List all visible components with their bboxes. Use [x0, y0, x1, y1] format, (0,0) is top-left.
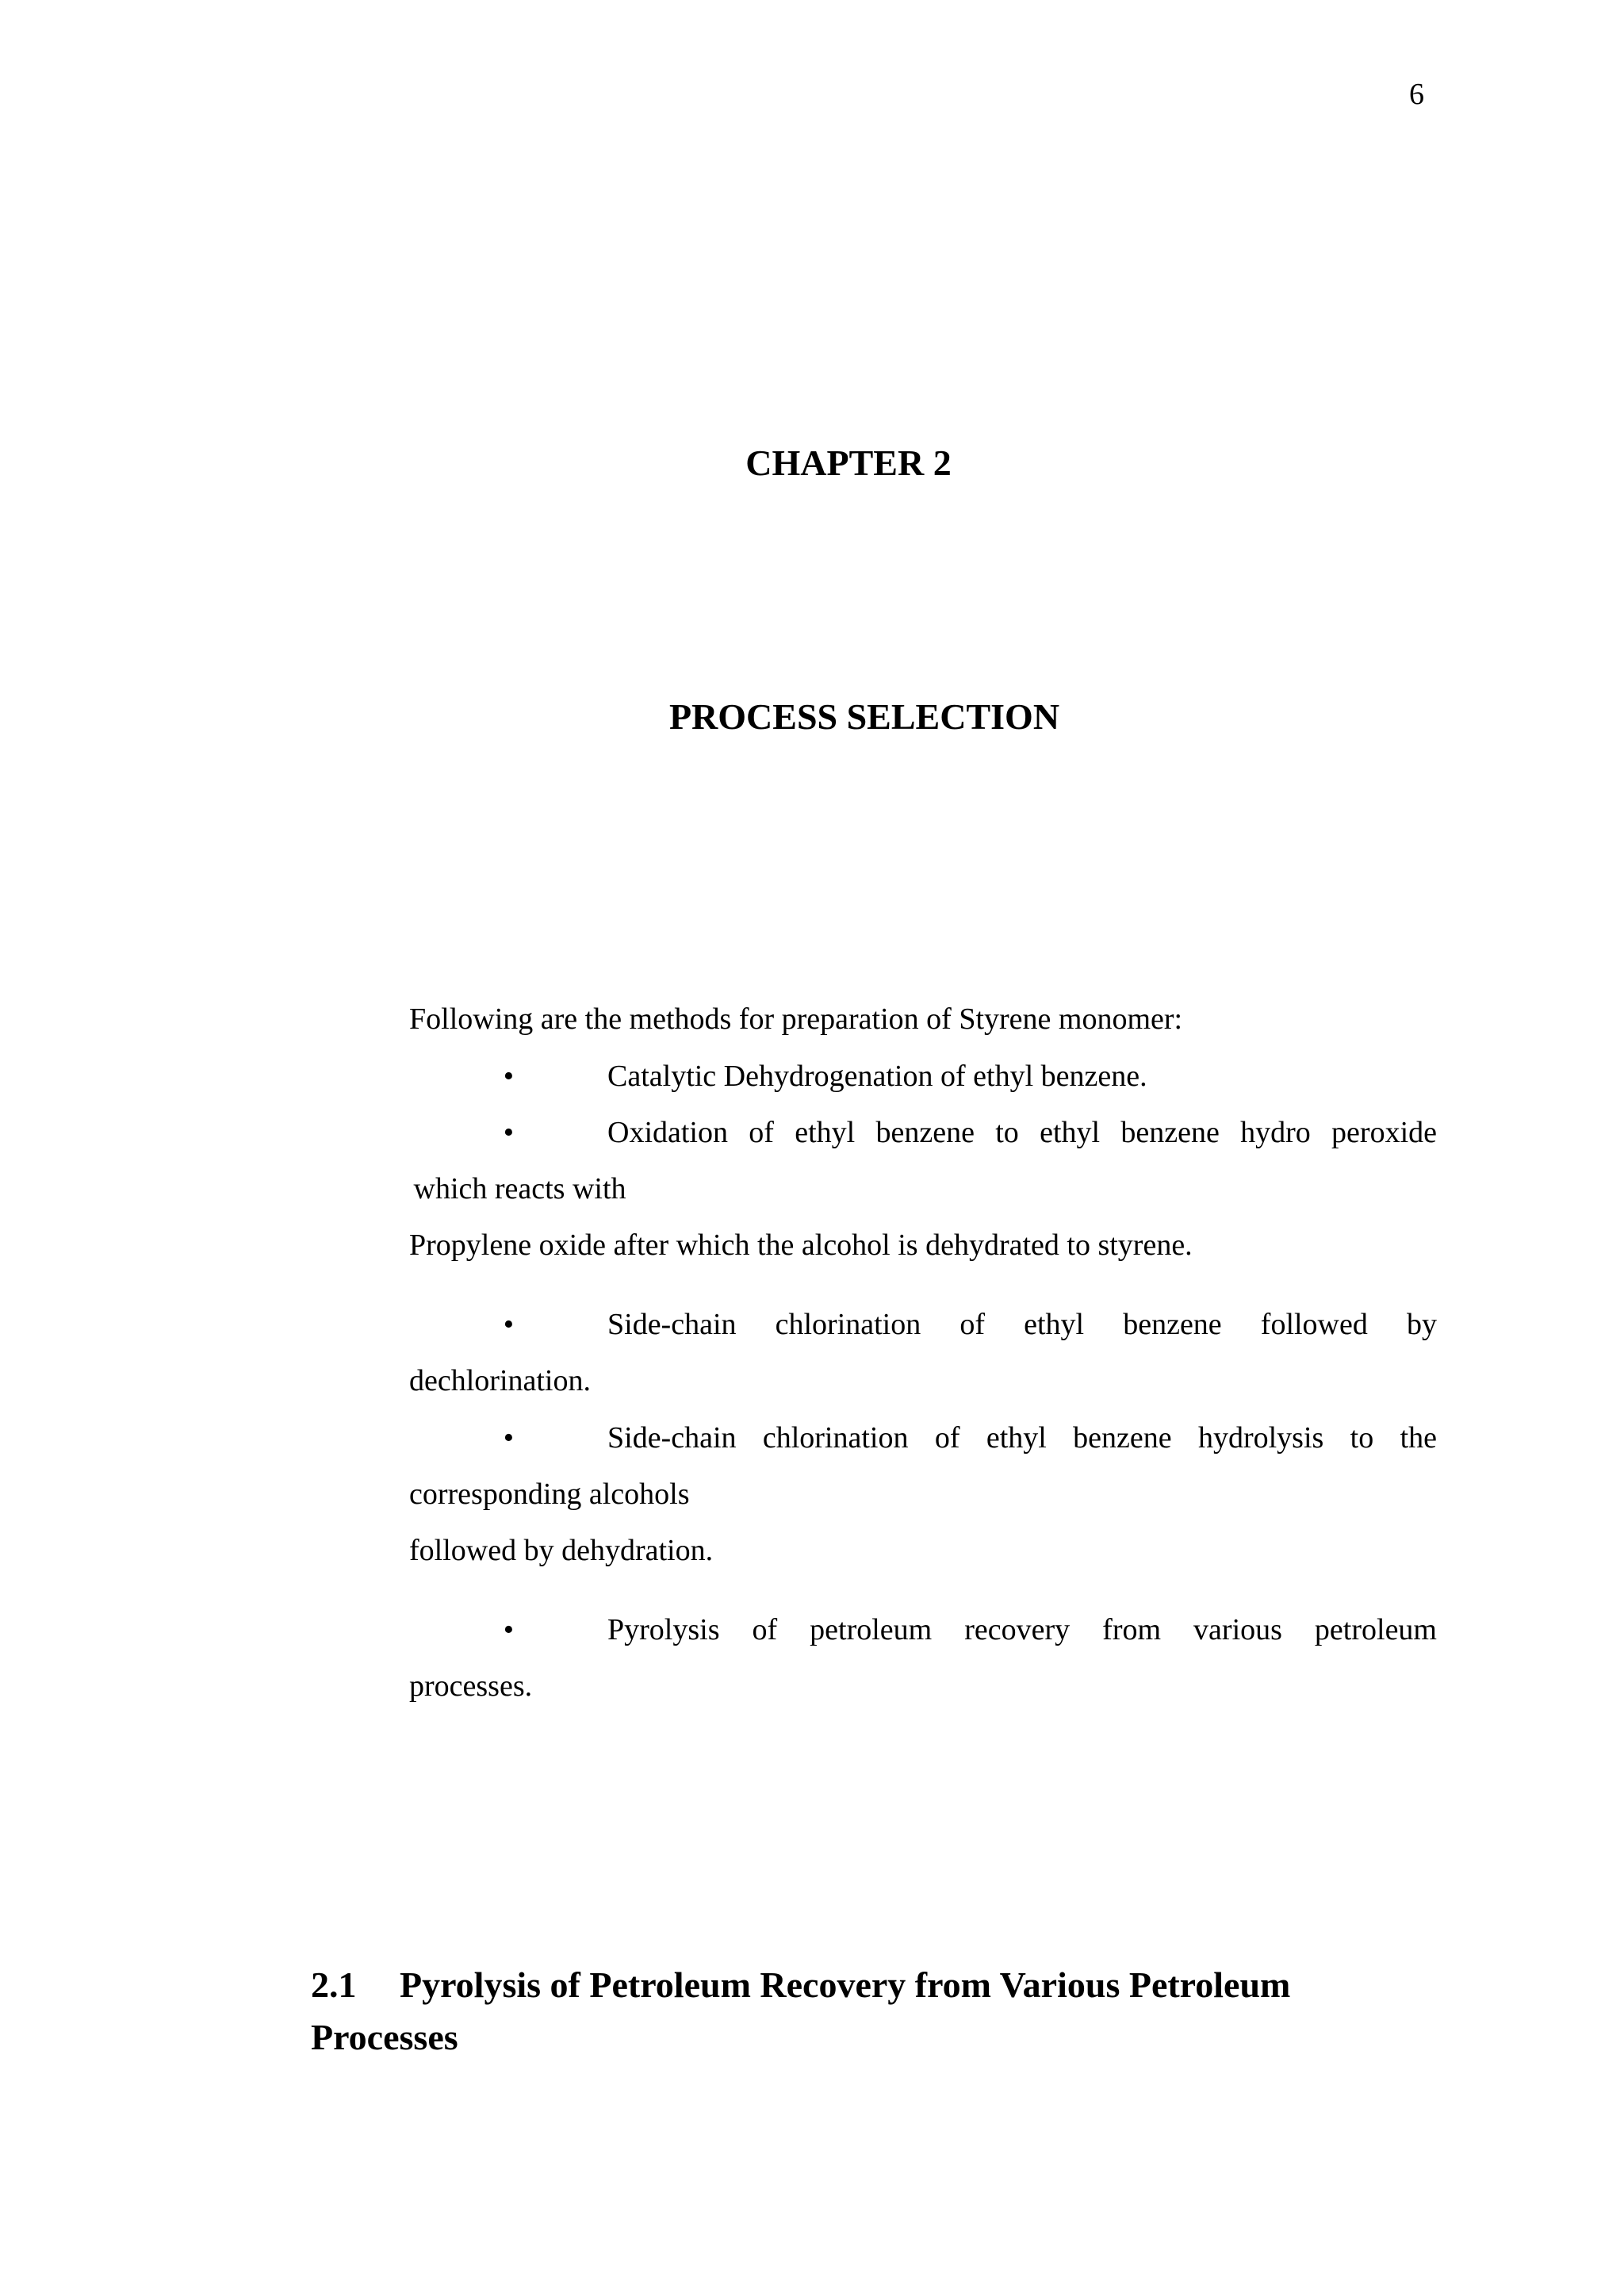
method-5-line-2: processes. — [409, 1669, 533, 1703]
method-3-line-2: dechlorination. — [409, 1364, 591, 1397]
bullet-icon: • — [503, 1421, 514, 1455]
chapter-title: PROCESS SELECTION — [668, 696, 1060, 737]
bullet-icon: • — [503, 1308, 514, 1341]
method-5-line-1: Pyrolysis of petroleum recovery from various petroleum — [607, 1613, 1437, 1646]
bullet-icon: • — [503, 1060, 514, 1093]
method-item-2 — [409, 1114, 1437, 1151]
method-2-line-2: which reacts with — [406, 1172, 626, 1205]
method-4-line-2: corresponding alcohols — [409, 1478, 690, 1511]
method-item-5 — [409, 1612, 1437, 1648]
method-item-3 — [409, 1306, 1437, 1343]
method-3-line-1: Side-chain chlorination of ethyl benzene followed by — [607, 1308, 1437, 1341]
subsection-heading — [311, 1959, 1437, 2064]
method-2-line-1: Oxidation of ethyl benzene to ethyl benzene hydro peroxide — [607, 1116, 1437, 1149]
page-number: 6 — [1409, 78, 1424, 111]
intro-text: Following are the methods for preparation of Styrene monomer: — [409, 1002, 1183, 1036]
method-item-4 — [409, 1420, 1437, 1456]
method-2-line-3: Propylene oxide after which the alcohol is dehydrated to styrene. — [409, 1228, 1193, 1262]
bullet-icon: • — [503, 1116, 514, 1149]
method-4-line-1: Side-chain chlorination of ethyl benzene hydrolysis to the — [607, 1421, 1437, 1455]
subsection-number: 2.1 — [311, 1964, 357, 2005]
subsection-title-line-1: Pyrolysis of Petroleum Recovery from Various Petroleum — [400, 1964, 1291, 2005]
chapter-label: CHAPTER 2 — [745, 443, 952, 483]
method-1-line-1: Catalytic Dehydrogenation of ethyl benzene. — [607, 1060, 1147, 1093]
method-4-line-3: followed by dehydration. — [409, 1534, 714, 1567]
bullet-icon: • — [503, 1613, 514, 1646]
subsection-title-line-2: Processes — [311, 2017, 458, 2057]
method-item-1 — [409, 1058, 1437, 1094]
